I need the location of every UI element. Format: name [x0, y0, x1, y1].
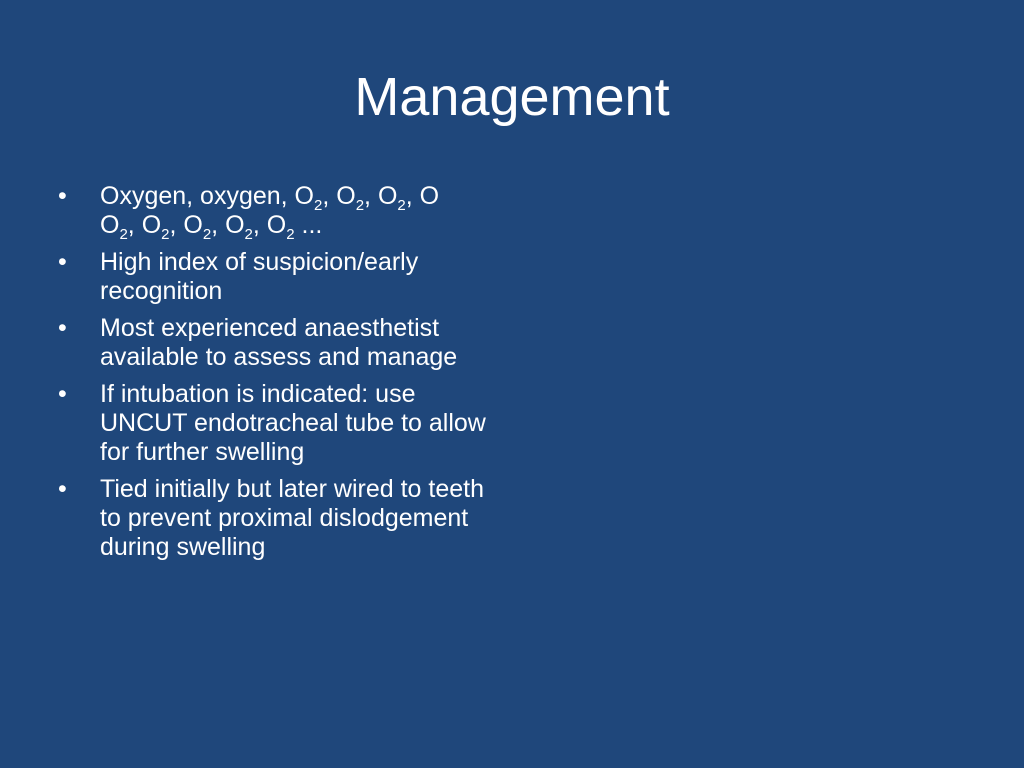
subscript: 2 — [119, 226, 128, 243]
text-run: ... — [294, 211, 323, 239]
bullet-list — [58, 182, 498, 570]
bullet-dot: • — [58, 182, 67, 210]
bullet-dot: • — [58, 314, 67, 342]
text-run: , O — [405, 182, 440, 210]
subscript: 2 — [286, 226, 295, 243]
subscript: 2 — [397, 197, 406, 214]
bullet-item-suspicion — [58, 248, 498, 306]
bullet-item-anaesthetist — [58, 314, 498, 372]
bullet-text: If intubation is indicated: use UNCUT endotracheal tube to allow for further swelling — [100, 380, 486, 466]
bullet-item-tube-fixation — [58, 475, 498, 562]
oxygen-text — [100, 182, 440, 243]
subscript: 2 — [202, 226, 212, 243]
text-run: , O — [322, 182, 356, 210]
bullet-text: Most experienced anaesthetist available to assess and manage — [100, 314, 458, 371]
bullet-dot: • — [58, 475, 67, 503]
subscript: 2 — [355, 197, 365, 214]
text-run: , O — [211, 211, 245, 239]
subscript: 2 — [314, 197, 323, 214]
text-run: Oxygen, oxygen, O — [100, 182, 315, 210]
subscript: 2 — [161, 226, 170, 243]
bullet-dot: • — [58, 380, 67, 408]
text-run: O — [100, 211, 120, 239]
text-run: , O — [127, 211, 162, 239]
text-run: , O — [364, 182, 398, 210]
bullet-text: Tied initially but later wired to teeth to prevent proximal dislodgement during swelling — [100, 475, 484, 561]
slide-title: Management — [354, 67, 670, 127]
subscript: 2 — [244, 226, 253, 243]
bullet-dot: • — [58, 248, 67, 276]
bullet-item-intubation — [58, 380, 498, 467]
bullet-item-oxygen — [58, 182, 498, 243]
bullet-text: High index of suspicion/early recognition — [100, 248, 419, 305]
text-run: , O — [169, 211, 203, 239]
text-run: , O — [252, 211, 287, 239]
